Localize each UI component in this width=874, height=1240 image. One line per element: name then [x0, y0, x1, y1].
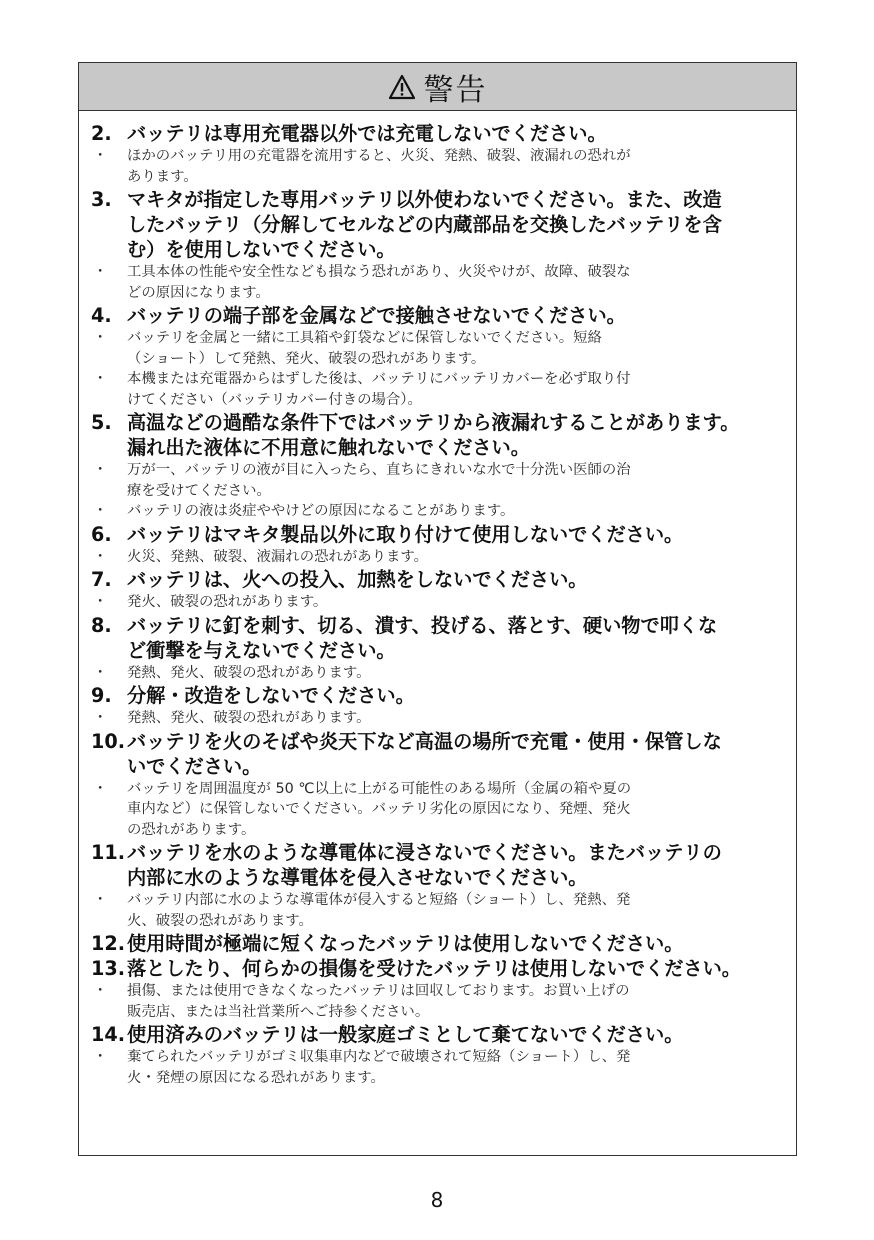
note-item	[89, 146, 786, 187]
warning-item	[89, 613, 786, 663]
item-text	[127, 931, 786, 956]
item-text	[127, 613, 786, 663]
item-number: 9.	[91, 684, 112, 707]
note-item	[89, 890, 786, 931]
warning-item	[89, 729, 786, 779]
note-item	[89, 1047, 786, 1088]
note-text	[127, 146, 786, 187]
item-text-line: バッテリを火のそばや炎天下など高温の場所で充電・使用・保管しな	[127, 729, 722, 753]
note-text-line: バッテリ内部に水のような導電体が侵入すると短絡（ショート）し、発熱、発	[127, 892, 631, 908]
warning-title: 警告	[423, 72, 488, 108]
item-text-line: 落としたり、何らかの損傷を受けたバッテリは使用しないでください。	[127, 957, 741, 980]
item-text-line: 漏れ出た液体に不用意に触れないでください。	[127, 436, 530, 459]
note-text-line: 火・発煙の原因になる恐れがあります。	[127, 1069, 385, 1086]
warning-item	[89, 956, 786, 981]
item-text	[127, 683, 786, 708]
item-number: 4.	[91, 304, 112, 327]
note-item	[89, 501, 786, 522]
note-text	[127, 981, 786, 1022]
note-text-line: の恐れがあります。	[127, 821, 256, 838]
item-text-line: 高温などの過酷な条件下ではバッテリから液漏れすることがあります。	[127, 411, 740, 434]
note-text-line: 万が一、バッテリの液が目に入ったら、直ちにきれいな水で十分洗い医師の治	[127, 462, 631, 478]
note-text-line: 本機または充電器からはずした後は、バッテリにバッテリカバーを必ず取り付	[127, 371, 631, 387]
item-text-line: 内部に水のような導電体を侵入させないでください。	[127, 866, 588, 889]
warning-item	[89, 1022, 786, 1047]
item-text	[127, 567, 786, 592]
warning-item	[89, 410, 786, 460]
item-number: 6.	[91, 522, 112, 546]
bullet-icon: ・	[93, 503, 108, 519]
note-item	[89, 981, 786, 1022]
bullet-icon: ・	[93, 594, 108, 610]
item-text	[127, 729, 786, 779]
note-text-line: 発熱、発火、破裂の恐れがあります。	[127, 664, 371, 681]
item-text-line: バッテリを水のような導電体に浸さないでください。またバッテリの	[127, 841, 722, 864]
warning-item	[89, 187, 786, 262]
bullet-icon: ・	[93, 664, 108, 681]
note-text-line: 発火、破裂の恐れがあります。	[127, 594, 328, 610]
warning-item	[89, 522, 786, 547]
warning-item	[89, 683, 786, 708]
note-text	[127, 890, 786, 931]
note-item	[89, 328, 786, 369]
warning-item	[89, 840, 786, 890]
item-text	[127, 1022, 786, 1047]
item-number: 7.	[91, 568, 112, 591]
note-text-line: バッテリを金属と一緒に工具箱や釘袋などに保管しないでください。短絡	[127, 330, 602, 346]
bullet-icon: ・	[93, 983, 108, 999]
note-text	[127, 328, 786, 369]
warning-box	[78, 62, 797, 1156]
note-text-line: 損傷、または使用できなくなったバッテリは回収しております。お買い上げの	[127, 983, 630, 999]
note-text-line: あります。	[127, 168, 198, 185]
item-text-line: バッテリは、火への投入、加熱をしないでください。	[127, 568, 588, 591]
item-text-line: バッテリの端子部を金属などで接触させないでください。	[127, 304, 626, 327]
note-text-line: けてください（バッテリカバー付きの場合）。	[127, 391, 422, 408]
note-item	[89, 262, 786, 303]
note-text-line: 工具本体の性能や安全性なども損なう恐れがあり、火災やけが、故障、破裂な	[127, 264, 631, 280]
bullet-icon: ・	[93, 780, 108, 797]
bullet-icon: ・	[93, 148, 108, 164]
item-text	[127, 522, 786, 547]
note-text-line: 火災、発熱、破裂、液漏れの恐れがあります。	[127, 548, 429, 565]
item-number: 11.	[91, 841, 125, 864]
item-number: 12.	[91, 932, 125, 955]
item-number: 8.	[91, 613, 112, 637]
note-text	[127, 501, 786, 522]
bullet-icon: ・	[93, 330, 108, 346]
note-item	[89, 592, 786, 613]
note-text	[127, 708, 786, 729]
note-item	[89, 460, 786, 501]
item-text-line: バッテリは専用充電器以外では充電しないでください。	[127, 122, 607, 145]
item-number: 14.	[91, 1023, 125, 1046]
warning-item	[89, 567, 786, 592]
bullet-icon: ・	[93, 710, 108, 726]
bullet-icon: ・	[93, 892, 108, 908]
item-number: 10.	[91, 729, 125, 753]
note-text-line: 車内など）に保管しないでください。バッテリ劣化の原因になり、発煙、発火	[127, 801, 631, 817]
item-text-line: ど衝撃を与えないでください。	[127, 638, 396, 662]
note-item	[89, 369, 786, 410]
note-text-line: 発熱、発火、破裂の恐れがあります。	[127, 710, 371, 726]
item-text	[127, 121, 786, 146]
bullet-icon: ・	[93, 264, 108, 280]
warning-item	[89, 931, 786, 956]
note-text	[127, 547, 786, 568]
bullet-icon: ・	[93, 1049, 108, 1065]
item-text-line: む）を使用しないでください。	[127, 238, 396, 261]
note-item	[89, 547, 786, 568]
warning-item	[89, 121, 786, 146]
bullet-icon: ・	[93, 462, 108, 478]
note-text-line: 火、破裂の恐れがあります。	[127, 912, 313, 929]
note-text	[127, 592, 786, 613]
item-number: 13.	[91, 957, 125, 980]
item-text	[127, 187, 786, 262]
note-text-line: （ショート）して発熱、発火、破裂の恐れがあります。	[127, 350, 486, 367]
item-text	[127, 410, 786, 460]
note-item	[89, 779, 786, 841]
warning-triangle-icon	[388, 74, 416, 100]
note-text	[127, 663, 786, 684]
warning-list	[79, 111, 796, 1088]
note-text	[127, 460, 786, 501]
item-text	[127, 956, 786, 981]
note-text	[127, 1047, 786, 1088]
page-number: 8	[430, 1188, 444, 1212]
note-text-line: どの原因になります。	[127, 284, 270, 301]
item-text	[127, 840, 786, 890]
note-text-line: 棄てられたバッテリがゴミ収集車内などで破壊されて短絡（ショート）し、発	[127, 1049, 631, 1065]
note-text	[127, 369, 786, 410]
item-text-line: いでください。	[127, 754, 262, 778]
note-text-line: ほかのバッテリ用の充電器を流用すると、火災、発熱、破裂、液漏れの恐れが	[127, 148, 631, 164]
note-text	[127, 779, 786, 841]
note-text-line: 販売店、または当社営業所へご持参ください。	[127, 1003, 430, 1020]
warning-item	[89, 303, 786, 328]
note-text	[127, 262, 786, 303]
item-number: 5.	[91, 411, 112, 434]
bullet-icon: ・	[93, 371, 108, 387]
note-text-line: バッテリの液は炎症ややけどの原因になることがあります。	[127, 503, 515, 519]
item-text	[127, 303, 786, 328]
item-text-line: 使用済みのバッテリは一般家庭ゴミとして棄てないでください。	[127, 1023, 684, 1046]
item-text-line: 分解・改造をしないでください。	[127, 684, 415, 707]
warning-header	[79, 63, 796, 111]
item-text-line: マキタが指定した専用バッテリ以外使わないでください。また、改造	[127, 188, 722, 211]
note-text-line: 療を受けてください。	[127, 482, 271, 499]
item-text-line: したバッテリ（分解してセルなどの内蔵部品を交換したバッテリを含	[127, 213, 722, 236]
item-text-line: バッテリに釘を刺す、切る、潰す、投げる、落とす、硬い物で叩くな	[127, 613, 718, 637]
note-text-line: バッテリを周囲温度が 50 ℃以上に上がる可能性のある場所（金属の箱や夏の	[127, 780, 632, 797]
note-item	[89, 708, 786, 729]
item-text-line: 使用時間が極端に短くなったバッテリは使用しないでください。	[127, 932, 684, 955]
bullet-icon: ・	[93, 548, 108, 565]
note-item	[89, 663, 786, 684]
item-text-line: バッテリはマキタ製品以外に取り付けて使用しないでください。	[127, 522, 684, 546]
item-number: 3.	[91, 188, 112, 211]
item-number: 2.	[91, 122, 112, 145]
